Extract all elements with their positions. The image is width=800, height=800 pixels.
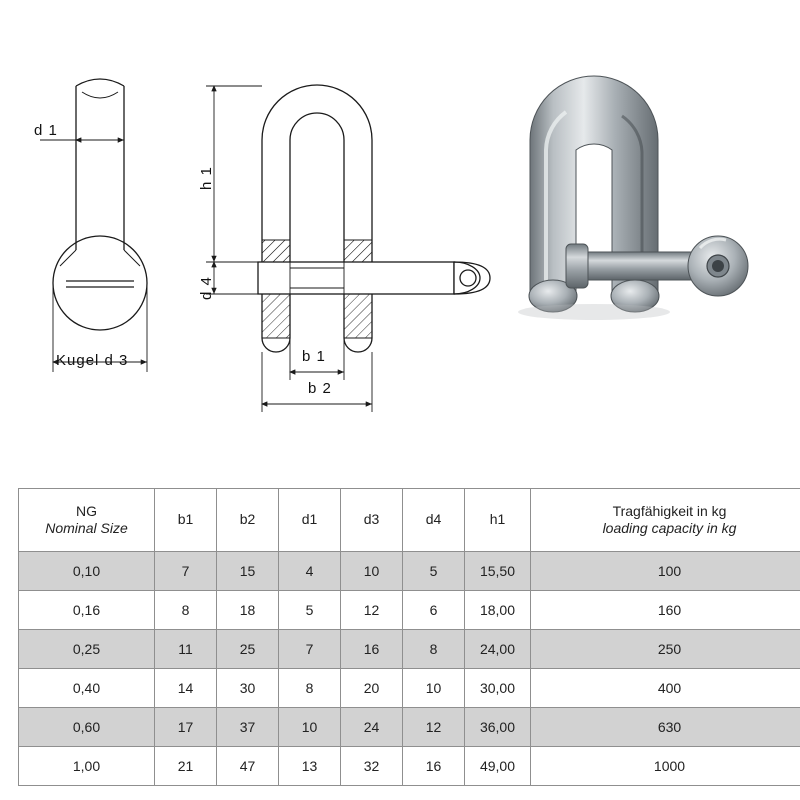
table-header-row: [19, 489, 800, 552]
cell-capacity: 250: [531, 630, 800, 669]
cell-b2: 25: [217, 630, 279, 669]
table-row: [19, 747, 800, 786]
label-d4: d 4: [198, 276, 215, 300]
label-b1: b 1: [302, 348, 326, 365]
table-row: [19, 552, 800, 591]
cell-d3: 24: [341, 708, 403, 747]
cell-d1: 8: [279, 669, 341, 708]
cell-d4: 12: [403, 708, 465, 747]
cell-d3: 16: [341, 630, 403, 669]
table-row: [19, 630, 800, 669]
spec-table: [18, 488, 800, 786]
cell-h1: 36,00: [465, 708, 531, 747]
table-row: [19, 708, 800, 747]
cell-d1: 7: [279, 630, 341, 669]
header-d3: d3: [341, 489, 403, 552]
front-view-outline: [53, 79, 147, 330]
label-d1: d 1: [34, 122, 58, 139]
cell-d4: 6: [403, 591, 465, 630]
cell-b1: 17: [155, 708, 217, 747]
cell-capacity: 100: [531, 552, 800, 591]
header-ng-line2: Nominal Size: [45, 520, 128, 536]
cell-d4: 5: [403, 552, 465, 591]
cell-b2: 47: [217, 747, 279, 786]
table-row: [19, 591, 800, 630]
cell-ng: 0,25: [19, 630, 155, 669]
cell-d4: 16: [403, 747, 465, 786]
cell-ng: 0,16: [19, 591, 155, 630]
spec-table-wrap: [18, 488, 782, 786]
cell-capacity: 400: [531, 669, 800, 708]
cell-d1: 13: [279, 747, 341, 786]
cell-capacity: 160: [531, 591, 800, 630]
cell-b1: 14: [155, 669, 217, 708]
cell-ng: 0,10: [19, 552, 155, 591]
cell-capacity: 1000: [531, 747, 800, 786]
header-b1: b1: [155, 489, 217, 552]
label-b2: b 2: [308, 380, 332, 397]
cell-b2: 15: [217, 552, 279, 591]
header-capacity-line1: Tragfähigkeit in kg: [612, 502, 727, 519]
cell-d3: 20: [341, 669, 403, 708]
header-ng-line1: NG: [76, 502, 97, 519]
header-d1: d1: [279, 489, 341, 552]
cell-ng: 0,60: [19, 708, 155, 747]
cell-d4: 8: [403, 630, 465, 669]
section-hatching-upper: [262, 240, 372, 262]
cell-h1: 49,00: [465, 747, 531, 786]
cell-d3: 12: [341, 591, 403, 630]
cell-b1: 8: [155, 591, 217, 630]
cell-b1: 21: [155, 747, 217, 786]
header-capacity-line2: loading capacity in kg: [602, 520, 737, 536]
cell-h1: 30,00: [465, 669, 531, 708]
cell-ng: 0,40: [19, 669, 155, 708]
cell-b2: 18: [217, 591, 279, 630]
cell-b1: 7: [155, 552, 217, 591]
cell-ng: 1,00: [19, 747, 155, 786]
cell-d3: 32: [341, 747, 403, 786]
header-b2: b2: [217, 489, 279, 552]
label-kugel-d3: Kugel d 3: [56, 352, 129, 369]
cell-b1: 11: [155, 630, 217, 669]
header-ng: [19, 489, 155, 552]
photo-view: [518, 76, 748, 320]
table-row: [19, 669, 800, 708]
cell-d1: 10: [279, 708, 341, 747]
cell-h1: 15,50: [465, 552, 531, 591]
cell-h1: 24,00: [465, 630, 531, 669]
cell-b2: 30: [217, 669, 279, 708]
header-capacity: [531, 489, 800, 552]
cell-h1: 18,00: [465, 591, 531, 630]
cell-d1: 5: [279, 591, 341, 630]
header-d4: d4: [403, 489, 465, 552]
cell-d1: 4: [279, 552, 341, 591]
cell-d3: 10: [341, 552, 403, 591]
label-h1: h 1: [198, 166, 215, 190]
cell-capacity: 630: [531, 708, 800, 747]
cell-b2: 37: [217, 708, 279, 747]
header-h1: h1: [465, 489, 531, 552]
cell-d4: 10: [403, 669, 465, 708]
pin-outline: [258, 262, 480, 294]
